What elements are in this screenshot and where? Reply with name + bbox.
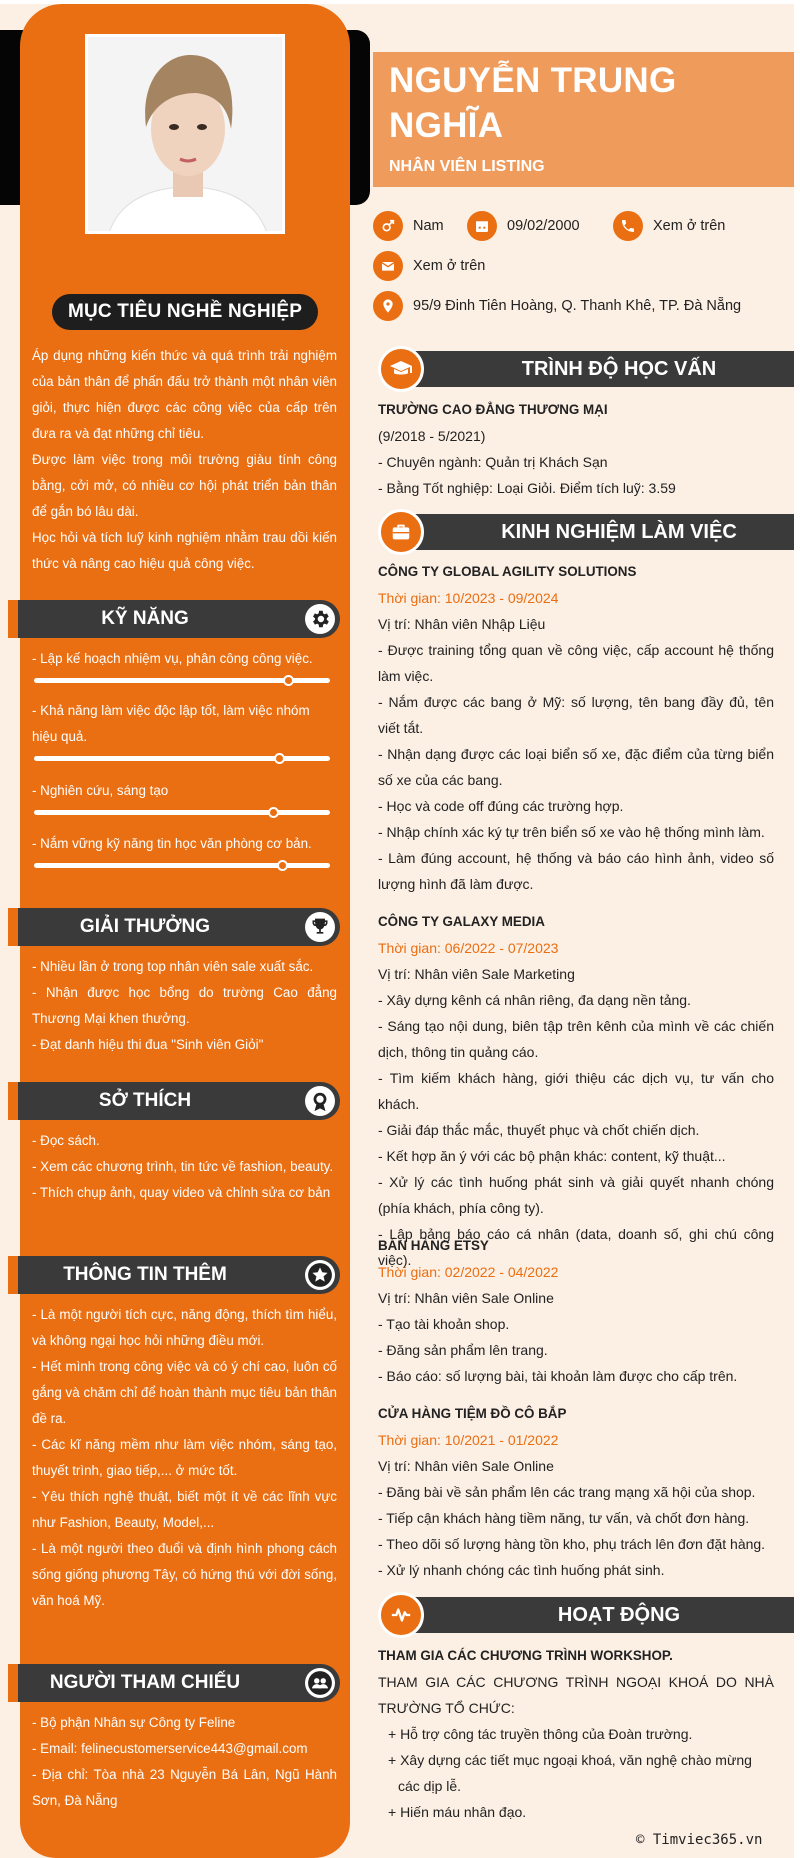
list-item: - Hết mình trong công việc và có ý chí cao, luôn cố gắng và chăm chỉ để hoàn thành mục tiêu bản thân đề ra. xyxy=(32,1359,337,1426)
avatar xyxy=(85,34,285,234)
skill-bar xyxy=(34,810,330,815)
more-info-header xyxy=(10,1256,340,1294)
awards-title: GIẢI THƯỞNG xyxy=(79,916,211,937)
users-icon xyxy=(305,1668,335,1698)
job-task: - Đăng bài về sản phẩm lên các trang mạng xã hội của shop. xyxy=(378,1484,756,1500)
skill-item: - Nghiên cứu, sáng tạo xyxy=(32,783,169,798)
job-period: Thời gian: 02/2022 - 04/2022 xyxy=(378,1264,559,1280)
skill-bar xyxy=(34,756,330,761)
skill-item: - Nắm vững kỹ năng tin học văn phòng cơ bản. xyxy=(32,836,312,851)
phone-info xyxy=(613,211,725,241)
email-icon xyxy=(373,251,403,281)
phone-icon xyxy=(613,211,643,241)
company-name: BÁN HÀNG ETSY xyxy=(378,1238,489,1253)
skill-item: - Lập kế hoạch nhiệm vụ, phân công công việc. xyxy=(32,651,313,666)
school-name: TRƯỜNG CAO ĐẲNG THƯƠNG MẠI xyxy=(378,402,608,417)
job-role: Vị trí: Nhân viên Sale Marketing xyxy=(378,966,575,982)
job-task: - Xây dựng kênh cá nhân riêng, đa dạng nền tảng. xyxy=(378,992,691,1008)
skill-level-knob xyxy=(274,753,285,764)
job-task: - Tìm kiếm khách hàng, giới thiệu các dịch vụ, tư vấn cho khách. xyxy=(378,1070,774,1112)
address-info xyxy=(373,291,741,321)
activities-title: HOẠT ĐỘNG xyxy=(404,1597,794,1633)
gear-icon xyxy=(305,604,335,634)
activities-intro: THAM GIA CÁC CHƯƠNG TRÌNH NGOẠI KHOÁ DO NHÀ TRƯỜNG TỔ CHỨC: xyxy=(378,1674,774,1716)
skills-title: KỸ NĂNG xyxy=(101,608,189,629)
awards-header xyxy=(10,908,340,946)
email-info xyxy=(373,251,485,281)
phone-value: Xem ở trên xyxy=(653,218,726,234)
list-item: + Hỗ trợ công tác truyền thông của Đoàn trường. xyxy=(388,1726,693,1742)
list-item: - Là một người tích cực, năng động, thích tìm hiểu, và không ngại học hỏi những điều mới. xyxy=(32,1307,337,1348)
experience-header xyxy=(378,511,794,551)
company-name: CÔNG TY GLOBAL AGILITY SOLUTIONS xyxy=(378,564,637,579)
objective-paragraph: Áp dụng những kiến thức và quá trình trải nghiệm của bản thân để phấn đấu trở thành một nhân viên giỏi, thực hiện được các công việc của cấp trên đưa ra và đạt những chỉ tiêu. xyxy=(32,348,337,441)
company-name: CÔNG TY GALAXY MEDIA xyxy=(378,914,545,929)
hobbies-header xyxy=(10,1082,340,1120)
list-item: + Xây dựng các tiết mục ngoại khoá, văn nghệ chào mừng xyxy=(388,1752,752,1768)
skill-level-knob xyxy=(268,807,279,818)
skill-level-knob xyxy=(283,675,294,686)
list-item: - Thích chụp ảnh, quay video và chỉnh sửa cơ bản xyxy=(32,1185,331,1200)
experience-title: KINH NGHIỆM LÀM VIỆC xyxy=(404,514,794,550)
footer-watermark: © Timviec365.vn xyxy=(636,1832,763,1848)
list-item: - Email: felinecustomerservice443@gmail.com xyxy=(32,1741,308,1756)
job-period: Thời gian: 06/2022 - 07/2023 xyxy=(378,940,559,956)
graduation-cap-icon xyxy=(378,346,424,392)
list-item: - Nhận được học bổng do trường Cao đẳng Thương Mại khen thưởng. xyxy=(32,985,337,1026)
list-item: - Đọc sách. xyxy=(32,1133,100,1148)
job-task: - Giải đáp thắc mắc, thuyết phục và chốt chiến dịch. xyxy=(378,1122,700,1138)
skill-bar xyxy=(34,678,330,683)
more-info-list xyxy=(32,1302,337,1614)
skills-header xyxy=(10,600,340,638)
company-name: CỬA HÀNG TIỆM ĐỒ CÔ BẮP xyxy=(378,1406,567,1421)
reference-title: NGƯỜI THAM CHIẾU xyxy=(49,1672,241,1693)
job-entry xyxy=(378,559,774,897)
education-header xyxy=(378,348,794,388)
job-task: - Học và code off đúng các trường hợp. xyxy=(378,798,624,814)
name-header xyxy=(373,52,794,187)
job-task: - Theo dõi số lượng hàng tồn kho, phụ trách lên đơn đặt hàng. xyxy=(378,1536,766,1552)
job-task: - Làm đúng account, hệ thống và báo cáo hình ảnh, video số lượng hình đã làm được. xyxy=(378,850,774,892)
job-role: Vị trí: Nhân viên Sale Online xyxy=(378,1458,554,1474)
list-item: - Là một người theo đuổi và định hình phong cách sống giống phương Tây, có hứng thú với đời sống, văn hoá Mỹ. xyxy=(32,1541,337,1608)
job-task: - Kết hợp ăn ý với các bộ phận khác: content, kỹ thuật... xyxy=(378,1148,726,1164)
birthday-info xyxy=(467,211,580,241)
education-title: TRÌNH ĐỘ HỌC VẤN xyxy=(404,351,794,387)
list-item: - Các kĩ năng mềm như làm việc nhóm, sáng tạo, thuyết trình, giao tiếp,... ở mức tốt. xyxy=(32,1437,337,1478)
job-role: Vị trí: Nhân viên Sale Online xyxy=(378,1290,554,1306)
list-item: - Nhiều lần ở trong top nhân viên sale xuất sắc. xyxy=(32,959,314,974)
list-item: - Địa chỉ: Tòa nhà 23 Nguyễn Bá Lân, Ngũ Hành Sơn, Đà Nẵng xyxy=(32,1767,337,1808)
education-details xyxy=(378,397,774,501)
job-period: Thời gian: 10/2023 - 09/2024 xyxy=(378,590,559,606)
briefcase-icon xyxy=(378,509,424,555)
job-task: - Sáng tạo nội dung, biên tập trên kênh của mình về các chiến dịch, thông tin quảng cáo. xyxy=(378,1018,774,1060)
list-item: - Đạt danh hiệu thi đua "Sinh viên Giỏi" xyxy=(32,1037,264,1052)
job-task: - Nhận dạng được các loại biển số xe, đặc điểm của từng biển số xe của các bang. xyxy=(378,746,774,788)
medal-icon xyxy=(305,1086,335,1116)
job-task: - Báo cáo: số lượng bài, tài khoản làm được cho cấp trên. xyxy=(378,1368,738,1384)
skill-item: - Khả năng làm việc độc lập tốt, làm việc nhóm hiệu quả. xyxy=(32,703,310,744)
name-line: NGUYỄN TRUNG xyxy=(389,61,677,100)
education-period: (9/2018 - 5/2021) xyxy=(378,428,486,444)
location-pin-icon xyxy=(373,291,403,321)
calendar-icon xyxy=(467,211,497,241)
skill-bar xyxy=(34,863,330,868)
sidebar xyxy=(20,4,350,1858)
job-task: - Tạo tài khoản shop. xyxy=(378,1316,510,1332)
job-period: Thời gian: 10/2021 - 01/2022 xyxy=(378,1432,559,1448)
full-name xyxy=(389,58,778,148)
skill-level-knob xyxy=(277,860,288,871)
pulse-icon xyxy=(378,1592,424,1638)
gender-info xyxy=(373,211,444,241)
job-entry xyxy=(378,1233,774,1389)
job-entry xyxy=(378,909,774,1273)
list-item: - Bộ phận Nhân sự Công ty Feline xyxy=(32,1715,236,1730)
more-info-title: THÔNG TIN THÊM xyxy=(63,1264,227,1285)
job-task: - Tiếp cận khách hàng tiềm năng, tư vấn, và chốt đơn hàng. xyxy=(378,1510,750,1526)
list-item: - Yêu thích nghệ thuật, biết một ít về các lĩnh vực như Fashion, Beauty, Model,... xyxy=(32,1489,337,1530)
job-task: - Nhập chính xác ký tự trên biển số xe vào hệ thống mình làm. xyxy=(378,824,765,840)
job-task: - Xử lý nhanh chóng các tình huống phát sinh. xyxy=(378,1562,665,1578)
job-task: - Đăng sản phẩm lên trang. xyxy=(378,1342,548,1358)
hobbies-list xyxy=(32,1128,337,1206)
birthday-value: 09/02/2000 xyxy=(507,218,580,234)
job-task: - Được training tổng quan về công việc, cấp account hệ thống làm việc. xyxy=(378,642,774,684)
list-item: các dịp lễ. xyxy=(398,1778,462,1794)
objective-paragraph: Học hỏi và tích luỹ kinh nghiệm nhằm trau dồi kiến thức và nâng cao hiệu quả công việc. xyxy=(32,530,337,571)
reference-list xyxy=(32,1710,337,1814)
activities-header xyxy=(378,1594,794,1634)
gender-value: Nam xyxy=(413,218,444,234)
hobbies-title: SỞ THÍCH xyxy=(98,1090,192,1111)
objective-text xyxy=(32,343,337,577)
reference-header xyxy=(10,1664,340,1702)
star-icon xyxy=(305,1260,335,1290)
job-role: Vị trí: Nhân viên Nhập Liệu xyxy=(378,616,546,632)
name-line: NGHĨA xyxy=(389,106,504,145)
education-degree: - Bằng Tốt nghiệp: Loại Giỏi. Điểm tích luỹ: 3.59 xyxy=(378,480,676,496)
job-entry xyxy=(378,1401,774,1583)
job-position: NHÂN VIÊN LISTING xyxy=(389,158,545,175)
gender-icon xyxy=(373,211,403,241)
objective-title: MỤC TIÊU NGHỀ NGHIỆP xyxy=(52,294,318,330)
list-item: - Xem các chương trình, tin tức về fashion, beauty. xyxy=(32,1159,334,1174)
activities-details xyxy=(378,1643,774,1825)
address-value: 95/9 Đinh Tiên Hoàng, Q. Thanh Khê, TP. Đà Nẵng xyxy=(413,298,742,314)
email-value: Xem ở trên xyxy=(413,258,486,274)
trophy-icon xyxy=(305,912,335,942)
job-task: - Nắm được các bang ở Mỹ: số lượng, tên bang đầy đủ, tên viết tắt. xyxy=(378,694,774,736)
activities-heading: THAM GIA CÁC CHƯƠNG TRÌNH WORKSHOP. xyxy=(378,1648,673,1663)
list-item: + Hiến máu nhân đạo. xyxy=(388,1804,527,1820)
objective-paragraph: Được làm việc trong môi trường giàu tính công bằng, cởi mở, có nhiều cơ hội phát triển bản thân để gắn bó lâu dài. xyxy=(32,452,337,519)
job-task: - Xử lý các tình huống phát sinh và giải quyết nhanh chóng (phía khách, phía công ty). xyxy=(378,1174,774,1216)
awards-list xyxy=(32,954,337,1058)
job-task: - Lập bảng báo cáo cá nhân (data, doanh số, ghi chú công việc). xyxy=(378,1226,774,1268)
education-major: - Chuyên ngành: Quản trị Khách Sạn xyxy=(378,454,608,470)
